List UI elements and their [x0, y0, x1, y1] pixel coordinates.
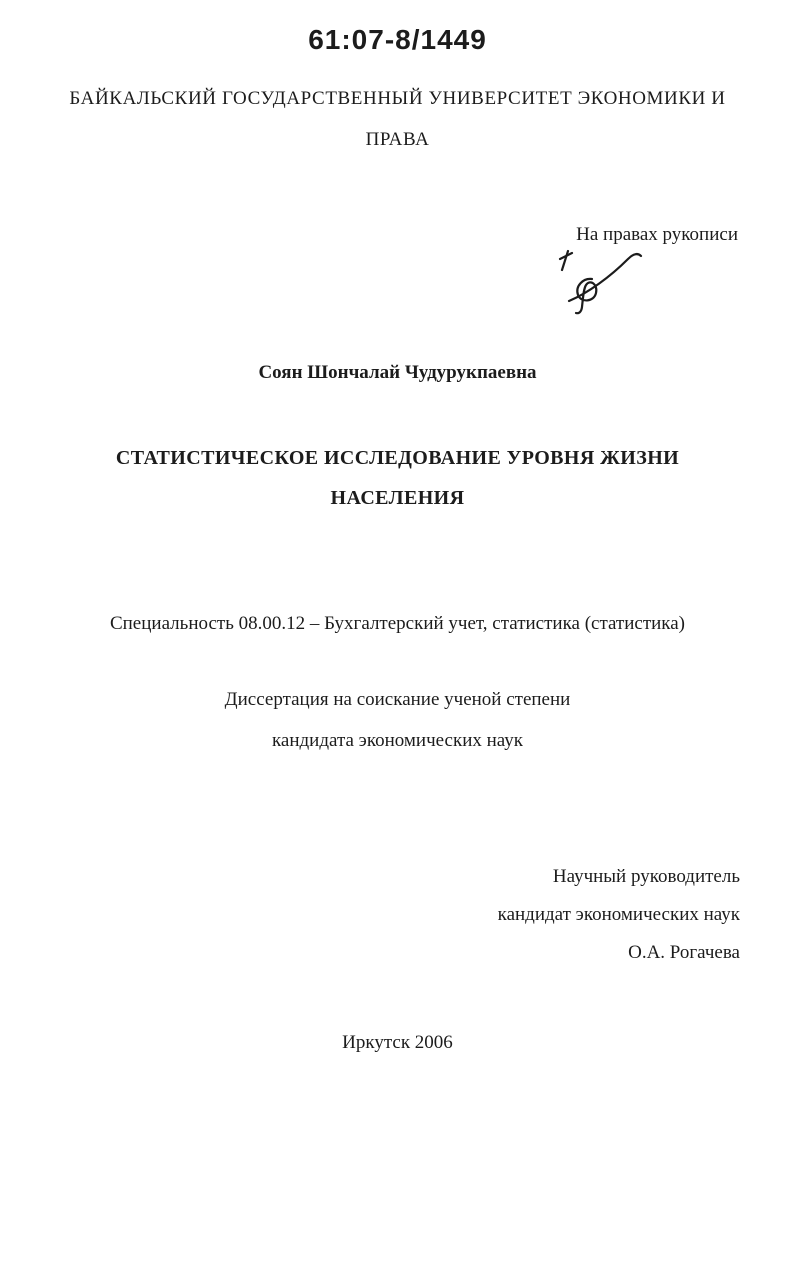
specialty-line: Специальность 08.00.12 – Бухгалтерский учет, статистика (статистика) — [109, 613, 686, 634]
advisor-name: О.А. Рогачева — [628, 942, 740, 963]
advisor-label: Научный руководитель — [552, 866, 740, 887]
dissertation-title-line-2: НАСЕЛЕНИЯ — [330, 487, 465, 509]
university-name-line-2: ПРАВА — [365, 129, 430, 150]
city-and-year: Иркутск 2006 — [342, 1032, 453, 1053]
university-name — [0, 78, 795, 160]
advisor-block — [498, 858, 740, 972]
dissertation-title — [0, 438, 795, 518]
catalog-number: 61:07-8/1449 — [308, 24, 487, 55]
advisor-degree: кандидат экономических наук — [497, 904, 740, 925]
dissertation-title-line-1: СТАТИСТИЧЕСКОЕ ИССЛЕДОВАНИЕ УРОВНЯ ЖИЗНИ — [115, 447, 680, 469]
degree-statement-line-2: кандидата экономических наук — [271, 730, 524, 751]
manuscript-rights-note: На правах рукописи — [576, 224, 738, 245]
university-name-line-1: БАЙКАЛЬСКИЙ ГОСУДАРСТВЕННЫЙ УНИВЕРСИТЕТ ЭКОНОМИКИ И — [69, 88, 726, 109]
degree-statement — [0, 679, 795, 761]
handwritten-signature-icon — [557, 248, 647, 318]
degree-statement-line-1: Диссертация на соискание ученой степени — [224, 689, 571, 710]
author-name: Соян Шончалай Чудурукпаевна — [258, 362, 537, 383]
